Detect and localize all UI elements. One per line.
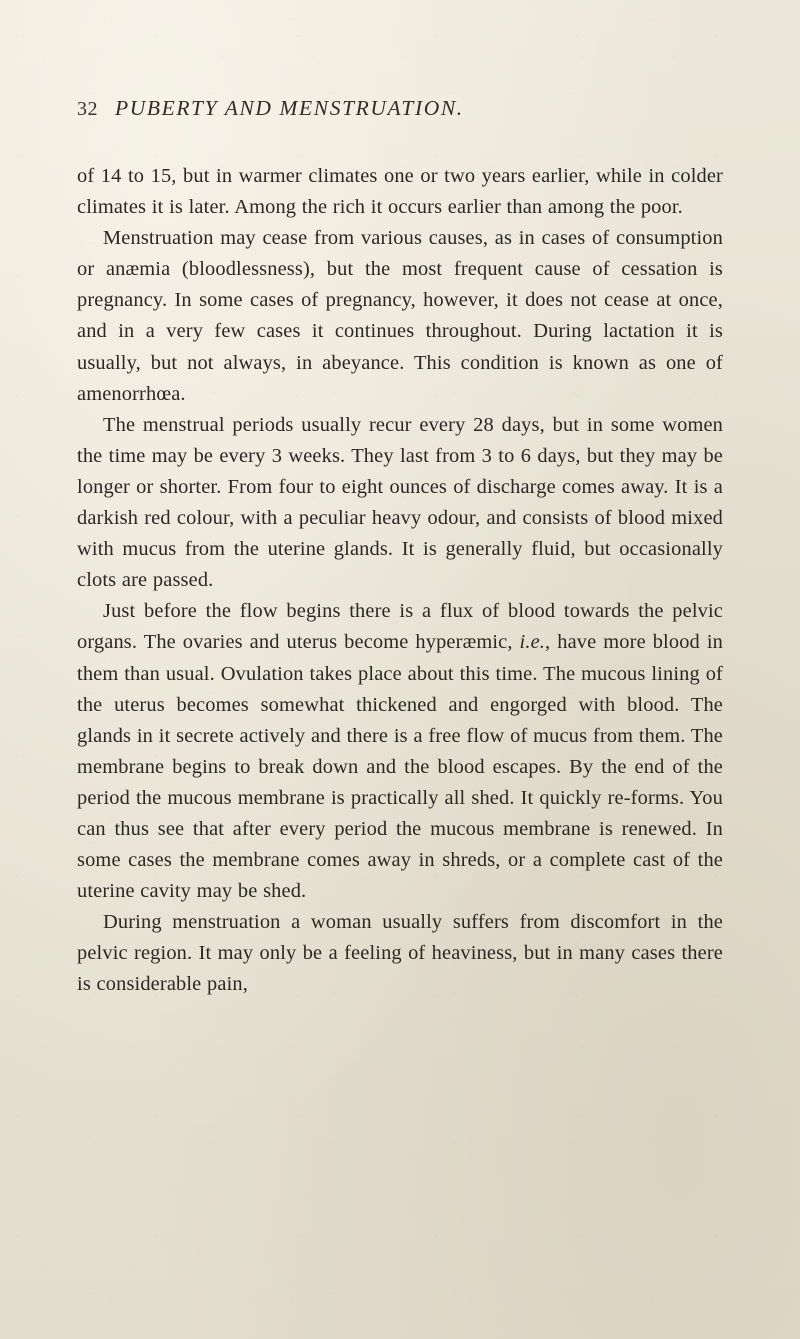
text-column — [77, 96, 723, 1001]
paragraph-1: of 14 to 15, but in warmer climates one or two years earlier, while in colder climates it is later. Among the rich it occurs earlier than among the poor. — [77, 165, 723, 219]
running-title: PUBERTY AND MENSTRUATION. — [115, 96, 464, 120]
paragraph-4-part-2: have more blood in them than usual. Ovulation takes place about this time. The mucous lining of the uterus becomes somewhat thickened and engorged with blood. The glands in it secrete actively and there is a free flow of mucus from them. The membrane begins to break down and the blood escapes. By the end of the period the mucous membrane is practically all shed. It quickly re-forms. You can thus see that after every period the mucous membrane is renewed. In some cases the membrane comes away in shreds, or a complete cast of the uterine cavity may be shed. — [77, 631, 724, 903]
paragraph-4-part-1: Just before the flow begins there is a flux of blood towards the pelvic organs. The ovaries and uterus become hyperæmic, — [77, 600, 723, 654]
paragraph-4 — [77, 596, 723, 907]
paragraph-3: The menstrual periods usually recur every 28 days, but in some women the time may be every 3 weeks. They last from 3 to 6 days, but they may be longer or shorter. From four to eight ounces of discharge comes away. It is a darkish red colour, with a peculiar heavy odour, and consists of blood mixed with mucus from the uterine glands. It is generally fluid, but occasionally clots are passed. — [77, 413, 723, 592]
paragraph-4-italic: i.e., — [519, 631, 551, 654]
paragraph-2: Menstruation may cease from various causes, as in cases of consumption or anæmia (bloodlessness), but the most frequent cause of cessation is pregnancy. In some cases of pregnancy, however, it does not cease at once, and in a very few cases it continues throughout. During lactation it is usually, but not always, in abeyance. This condition is known as one of amenorrhœa. — [77, 227, 723, 405]
page-number: 32 — [77, 98, 98, 120]
running-head — [77, 96, 723, 121]
paragraph-5: During menstruation a woman usually suffers from discomfort in the pelvic region. It may only be a feeling of heaviness, but in many cases there is considerable pain, — [77, 911, 723, 996]
